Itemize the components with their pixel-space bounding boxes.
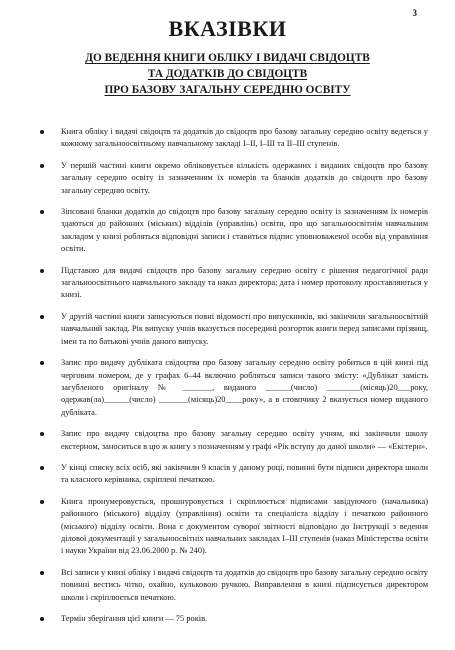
page-title: ВКАЗІВКИ — [168, 16, 287, 41]
page-number: 3 — [412, 8, 417, 18]
bullet-icon — [40, 210, 44, 214]
subtitle-line: ПРО БАЗОВУ ЗАГАЛЬНУ СЕРЕДНЮ ОСВІТУ — [104, 84, 351, 96]
bullet-icon — [40, 315, 44, 319]
instruction-item — [39, 357, 428, 419]
instruction-text: Запис про видачу свідоцтва про базову загальну середню освіту учням, які закінчили школу екстерном, заноситься в цю ж книгу з позначенням у графі «Рік вступу до даної школи» — «Екстерн». — [61, 429, 428, 451]
instruction-item — [39, 311, 428, 348]
instruction-text: Всі записи у книзі обліку і видачі свідоцтв та додатків до свідоцтв про базову загальну середню освіту повинні вестись чітко, охайно, кульковою ручкою. Виправлення в книзі підписується директором школи і скріплюється печаткою. — [61, 567, 428, 602]
instruction-item — [39, 206, 428, 256]
instruction-item — [39, 567, 428, 604]
instruction-item — [39, 428, 428, 453]
instruction-item — [39, 126, 428, 151]
instruction-item — [39, 613, 428, 625]
instruction-text: Запис про видачу дубліката свідоцтва про базову загальну середню освіту робиться в цій книзі під черговим номером, де у графах 6–44 включно робляться записи такого змісту: «Дублікат замість загубленого оригіналу № _______, виданого ______(число) ________(місяць)20___року, одержав(ла)______(число) _______(місяць)20____року», а в стовпчику 2 вказується номер виданого дубліката. — [61, 358, 428, 417]
bullet-icon — [40, 432, 44, 436]
subtitle-line: ДО ВЕДЕННЯ КНИГИ ОБЛІКУ І ВИДАЧІ СВІДОЦТВ — [85, 52, 370, 64]
bullet-icon — [40, 164, 44, 168]
instruction-text: Термін зберігання цієї книги — 75 років. — [61, 614, 208, 623]
instruction-text: Книга пронумерoвується, прошнуровується і скріплюється підписами завідуючого (начальника) районного (міського) відділу (управління) освіти та спеціаліста відділу і печаткою районного (міського) відділу освіти. Вона є документом суворої звітності відповідно до Інструкції з ведення ділової документації у загальноосвітніх навчальних закладах I–III ступенів (наказ Міністерства освіти і науки України від 23.06.2000 р. № 240). — [61, 496, 428, 556]
instruction-item — [39, 265, 428, 302]
bullet-icon — [40, 361, 44, 365]
instruction-item — [39, 462, 428, 487]
subtitle-line: ТА ДОДАТКІВ ДО СВІДОЦТВ — [147, 68, 308, 80]
bullet-icon — [40, 466, 44, 470]
bullet-icon — [40, 130, 44, 134]
instruction-text: У другій частині книги записуються повні відомості про випускників, які закінчили загальноосвітній навчальний заклад. Рік випуску учнів вказується посередині розгорток книги перед записами прізвищ, імен та по батькові учнів даного випуску. — [61, 311, 428, 346]
bullet-icon — [40, 571, 44, 575]
bullet-icon — [40, 617, 44, 621]
page-subtitle — [40, 50, 415, 98]
instruction-text: У першій частині книги окремо обліковується кількість одержаних і виданих свідоцтв про базову загальну середню освіту із зазначенням їх номерів та бланків додатків до свідоцтв про базову загальну середню освіту. — [61, 160, 428, 195]
instruction-item — [39, 160, 428, 197]
bullet-icon — [40, 500, 44, 504]
instruction-text: Книга обліку і видачі свідоцтв та додатків до свідоцтв про базову загальну середню освіту ведеться у кожному загальноосвітньому навчальному закладі I–II, I–III та II–III ступенів. — [61, 127, 428, 149]
bullet-icon — [40, 269, 44, 273]
instructions-list — [39, 126, 428, 634]
instruction-text: Підставою для видачі свідоцтв про базову загальну середню освіту є рішення педагогічної ради загальноосвітнього навчального закладу та наказ директора; дата і номер протоколу проставляються у книзі. — [61, 265, 428, 300]
instruction-text: Зіпсовані бланки додатків до свідоцтв про базову загальну середню освіту із зазначенням їх номерів здаються до районних (міських) відділів (управлінь) освіти, про що загальноосвітнім навчальним закладом у книзі робляться відповідні записи і ставиться підпис уповноваженої особи від управління освіти. — [61, 207, 428, 254]
instruction-text: У кінці списку всіх осіб, які закінчили 9 класів у даному році, повинні бути підписи директора школи та класного керівника, скріплені печаткою. — [61, 462, 428, 485]
instruction-item — [39, 496, 428, 558]
